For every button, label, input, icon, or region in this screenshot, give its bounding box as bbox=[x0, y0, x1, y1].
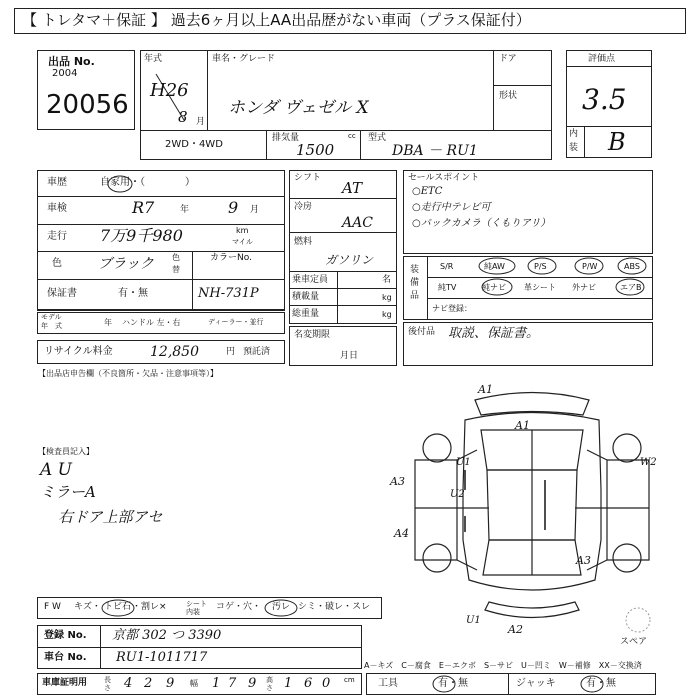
ic-seat: シート内装 bbox=[186, 600, 207, 616]
gross-weight-unit: kg bbox=[382, 310, 392, 319]
history-options: 自家用・（ ） bbox=[100, 177, 195, 188]
header-title: 【 トレタマ＋保証 】 過去6ヶ月以上AA出品歴がない車両（プラス保証付） bbox=[22, 11, 531, 29]
cert-width-3: 9 bbox=[248, 676, 257, 691]
car-name-label: 車名・グレード bbox=[212, 54, 276, 64]
jack-label: ジャッキ bbox=[516, 678, 556, 689]
ic-scratch: キズ・ bbox=[74, 602, 101, 612]
diagram-mark-u1-rear: U1 bbox=[466, 615, 481, 626]
lot-number: 20056 bbox=[46, 90, 129, 120]
diagram-mark-u2: U2 bbox=[450, 489, 465, 500]
inspector-note-2: ミラーA bbox=[40, 483, 96, 501]
interior-condition-marks bbox=[98, 598, 298, 620]
equip-alloy: 純AW bbox=[484, 262, 505, 271]
damage-legend: A－キズ C－腐食 E－エクボ S－サビ U－凹ミ W－補修 XX－交換済 bbox=[364, 661, 642, 670]
sales-point-2: ○走行中テレビ可 bbox=[412, 202, 491, 213]
ic-tear: シミ・破レ・スレ bbox=[298, 602, 371, 612]
cert-length-2: 2 bbox=[144, 676, 153, 691]
car-name-value: ホンダ ヴェゼル X bbox=[228, 98, 369, 118]
lot-label: 出品 No. bbox=[48, 55, 95, 68]
inspection-year: R7 bbox=[132, 198, 155, 217]
cert-length-label: 長さ bbox=[104, 676, 111, 692]
attachments-value: 取説、保証書。 bbox=[448, 326, 540, 341]
cert-unit: cm bbox=[344, 676, 355, 684]
diagram-mark-u1: U1 bbox=[456, 457, 471, 468]
diagram-mark-a4: A4 bbox=[394, 527, 409, 540]
model-change-year: 年 bbox=[104, 318, 112, 327]
inspector-note-1: A U bbox=[40, 460, 73, 480]
sales-points-label: セールスポイント bbox=[408, 173, 480, 183]
drive-label: 2WD・4WD bbox=[165, 139, 223, 150]
registration-label: 登録 No. bbox=[44, 630, 87, 641]
mileage-km: km bbox=[236, 226, 249, 235]
color-sub-1: 色 bbox=[172, 253, 180, 262]
cert-height-3: 0 bbox=[322, 676, 331, 691]
equip-navi: 純ナビ bbox=[482, 283, 506, 292]
tools-jack-circle-marks bbox=[430, 674, 610, 694]
equip-leather: 革シート bbox=[524, 283, 556, 292]
ic-chip: トビ石 bbox=[104, 602, 132, 612]
shift-value: AT bbox=[342, 179, 363, 197]
inspector-note-3: 右ドア上部アセ bbox=[58, 508, 163, 526]
cert-height-label: 高さ bbox=[266, 676, 273, 692]
fuel-value: ガソリン bbox=[325, 253, 374, 267]
equip-pw: P/W bbox=[582, 262, 598, 271]
ac-label: 冷房 bbox=[294, 202, 313, 212]
capacity-label: 乗車定員 bbox=[292, 275, 329, 285]
equip-abs: ABS bbox=[624, 262, 640, 271]
warranty-options: 有・無 bbox=[118, 288, 148, 299]
interior-label-1: 内 bbox=[569, 129, 579, 139]
diagram-mark-w2: W2 bbox=[640, 457, 657, 468]
garage-cert-label: 車庫証明用 bbox=[42, 678, 88, 688]
warranty-label: 保証書 bbox=[47, 288, 77, 299]
model-change-dealer: ディーラー・並行 bbox=[208, 318, 264, 326]
mileage-value: 7万9千980 bbox=[100, 226, 183, 245]
equip-aftermarket-navi: 外ナビ bbox=[572, 283, 596, 292]
cert-length-3: 9 bbox=[166, 676, 175, 691]
cert-height-2: 6 bbox=[304, 676, 313, 691]
mileage-label: 走行 bbox=[47, 231, 67, 242]
color-number: NH-731P bbox=[198, 286, 259, 301]
inspector-label: 【検査員記入】 bbox=[38, 447, 94, 456]
rating-label: 評価点 bbox=[588, 54, 616, 64]
diagram-mark-a3-left: A3 bbox=[390, 475, 405, 488]
year-divider-line bbox=[150, 72, 190, 122]
equip-sr: S/R bbox=[440, 262, 454, 271]
model-code-label: 型式 bbox=[368, 133, 387, 143]
load-unit: kg bbox=[382, 293, 392, 302]
recycle-value: 12,850 bbox=[150, 344, 199, 360]
rating-score: 3.5 bbox=[582, 83, 627, 116]
spare-tire-icon bbox=[620, 605, 656, 635]
color-no-label: カラーNo. bbox=[210, 253, 252, 263]
doors-label: ドア bbox=[499, 54, 517, 64]
diagram-mark-a2: A2 bbox=[508, 623, 523, 636]
model-change-handle: ハンドル 左・右 bbox=[122, 318, 181, 327]
interior-label-2: 装 bbox=[569, 143, 579, 153]
jack-options: 有・無 bbox=[586, 678, 616, 689]
name-change-unit: 月日 bbox=[340, 351, 359, 361]
inspection-month: 9 bbox=[228, 198, 239, 217]
attachments-label: 後付品 bbox=[408, 327, 436, 337]
ic-crack: ・割レ× bbox=[132, 602, 167, 612]
tools-label: 工具 bbox=[378, 678, 398, 689]
ic-burn: コゲ・穴・ bbox=[216, 602, 262, 612]
model-year-value: H26 bbox=[150, 80, 189, 101]
tools-options: 有・無 bbox=[438, 678, 468, 689]
load-label: 積載量 bbox=[292, 292, 320, 302]
inspection-month-label: 月 bbox=[250, 205, 260, 215]
interior-grade: B bbox=[608, 128, 626, 156]
equip-tv: 純TV bbox=[438, 283, 457, 292]
cert-width-label: 幅 bbox=[190, 679, 198, 688]
model-change-label-2: 年 式 bbox=[41, 322, 62, 330]
history-label: 車歴 bbox=[47, 177, 67, 188]
history-circle-mark bbox=[106, 174, 134, 194]
lot-session: 2004 bbox=[52, 68, 78, 79]
cert-width-1: 1 bbox=[212, 676, 221, 691]
displacement-unit: cc bbox=[348, 132, 356, 140]
cert-height-1: 1 bbox=[284, 676, 293, 691]
model-change-label-1: モデル bbox=[41, 313, 62, 321]
spare-label: スペア bbox=[620, 637, 648, 647]
equip-airbag: エアB bbox=[620, 283, 642, 292]
recycle-unit: 円 bbox=[226, 347, 236, 357]
seller-notes-label: 【出品店申告欄（不良箇所・欠品・注意事項等）】 bbox=[38, 369, 218, 378]
recycle-note: 預託済 bbox=[243, 347, 271, 357]
registration-value: 京都 302 つ 3390 bbox=[112, 628, 222, 643]
cert-width-2: 7 bbox=[228, 676, 237, 691]
displacement-value: 1500 bbox=[296, 141, 335, 159]
model-month-value: 8 bbox=[178, 108, 188, 126]
name-change-label: 名変期限 bbox=[294, 330, 331, 340]
capacity-unit: 名 bbox=[382, 275, 392, 285]
shift-label: シフト bbox=[294, 173, 322, 183]
ic-stain: 汚レ bbox=[272, 602, 291, 612]
equipment-label: 装備品 bbox=[410, 265, 420, 301]
sales-point-3: ○バックカメラ（くもりアリ） bbox=[412, 218, 551, 229]
chassis-label: 車台 No. bbox=[44, 652, 87, 663]
diagram-mark-a1-top: A1 bbox=[478, 383, 493, 396]
sales-point-1: ○ETC bbox=[412, 186, 443, 197]
ic-fw: F W bbox=[44, 602, 61, 612]
chassis-value: RU1-1011717 bbox=[116, 650, 208, 665]
model-year-label: 年式 bbox=[144, 54, 163, 64]
model-code-value: DBA － RU1 bbox=[392, 143, 478, 159]
displacement-label: 排気量 bbox=[272, 133, 300, 143]
diagram-mark-a1-roof: A1 bbox=[515, 419, 530, 432]
fuel-label: 燃料 bbox=[294, 237, 313, 247]
gross-weight-label: 総重量 bbox=[292, 309, 320, 319]
equipment-circle-marks bbox=[427, 256, 653, 298]
equip-ps: P/S bbox=[534, 262, 547, 271]
inspection-label: 車検 bbox=[47, 203, 67, 214]
car-damage-diagram bbox=[395, 380, 670, 635]
cert-length-1: 4 bbox=[124, 676, 133, 691]
ac-value: AAC bbox=[342, 215, 373, 231]
inspection-year-label: 年 bbox=[180, 205, 190, 215]
diagram-mark-a3-right: A3 bbox=[576, 554, 591, 567]
recycle-label: リサイクル料金 bbox=[44, 346, 113, 357]
color-sub-2: 替 bbox=[172, 265, 180, 274]
model-month-label: 月 bbox=[196, 117, 206, 127]
navi-registration-label: ナビ登録： bbox=[432, 304, 472, 313]
shape-label: 形状 bbox=[499, 91, 518, 101]
color-label: 色 bbox=[52, 258, 62, 269]
mileage-mile: マイル bbox=[232, 238, 253, 246]
color-value: ブラック bbox=[98, 256, 154, 272]
